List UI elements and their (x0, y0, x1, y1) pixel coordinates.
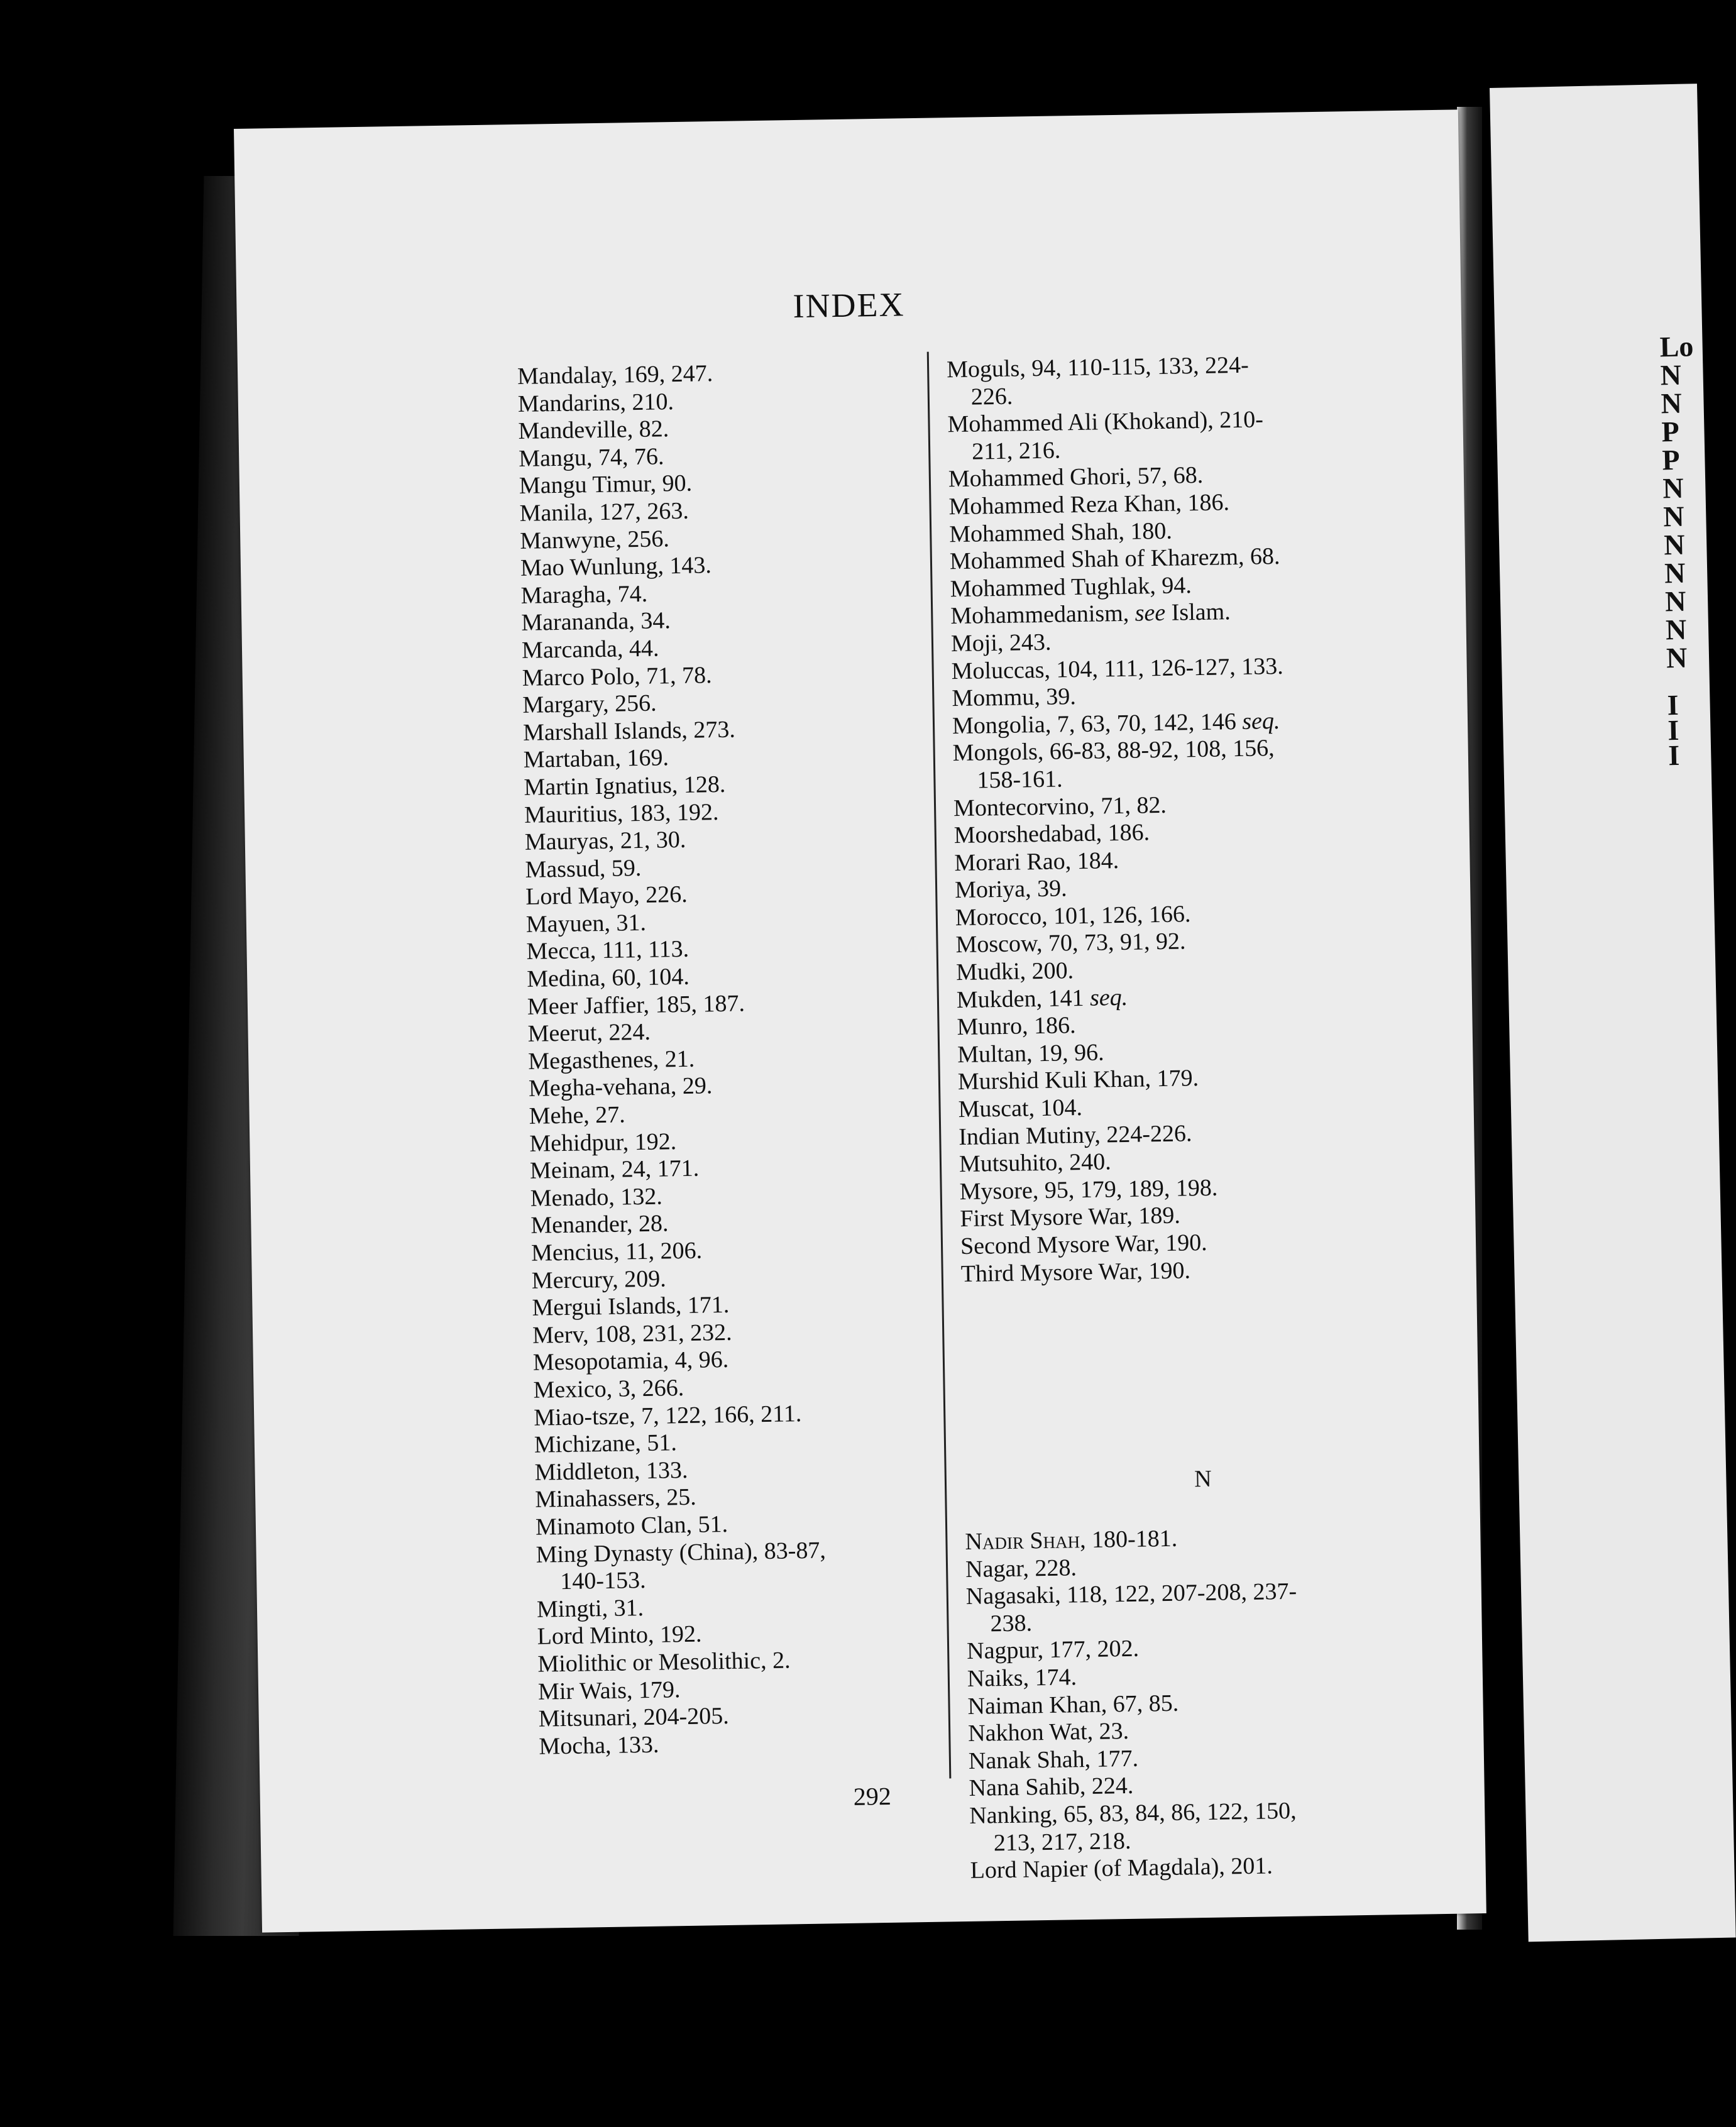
index-entry: Moluccas, 104, 111, 126-127, 133. (951, 652, 1284, 684)
facing-page-text-fragment: I (1667, 713, 1679, 747)
index-entry: Mohammed Shah, 180. (948, 517, 1173, 547)
index-entry: Middleton, 133. (534, 1456, 688, 1486)
index-entry: Megha-vehana, 29. (528, 1072, 713, 1102)
index-column-right (947, 349, 1439, 1288)
facing-page-text-fragment: N (1662, 471, 1684, 505)
index-entry: Morari Rao, 184. (954, 847, 1119, 876)
index-entry: Montecorvino, 71, 82. (953, 791, 1167, 822)
index-entry: First Mysore War, 189. (960, 1202, 1181, 1233)
index-entry: Morocco, 101, 126, 166. (955, 901, 1191, 931)
index-entry: Moscow, 70, 73, 91, 92. (955, 928, 1186, 959)
index-entry: Mandeville, 82. (518, 415, 669, 445)
index-entry: Miolithic or Mesolithic, 2. (537, 1647, 791, 1678)
index-entry: Third Mysore War, 190. (960, 1256, 1191, 1287)
index-page (234, 109, 1486, 1932)
index-entry: Mauryas, 21, 30. (524, 826, 686, 855)
index-entry: Moorshedabad, 186. (953, 819, 1150, 849)
index-entry: Mingti, 31. (536, 1594, 644, 1623)
index-entry: Mudki, 200. (955, 957, 1074, 986)
index-entry: Muscat, 104. (958, 1094, 1083, 1123)
facing-page-text-fragment: N (1666, 641, 1688, 674)
index-entry: Nadir Shah, 180-181. (965, 1525, 1178, 1555)
index-entry: Mongols, 66-83, 88-92, 108, 156, (952, 735, 1275, 767)
index-entry: Manila, 127, 263. (519, 497, 689, 527)
index-entry: Mencius, 11, 206. (530, 1237, 703, 1267)
index-entry: Ming Dynasty (China), 83-87, (536, 1537, 827, 1568)
facing-page-text-fragment: P (1661, 415, 1680, 448)
index-entry: Mukden, 141 seq. (956, 984, 1128, 1013)
page-title: INDEX (793, 285, 905, 326)
index-entry: Moji, 243. (950, 629, 1052, 657)
index-entry: Naiks, 174. (967, 1664, 1077, 1692)
index-entry: 140-153. (560, 1567, 646, 1595)
section-letter-n: N (1194, 1465, 1212, 1493)
facing-page-text-fragment: I (1667, 739, 1680, 772)
index-column-right-n (965, 1521, 1448, 1885)
index-entry: Mohammedanism, see Islam. (950, 598, 1231, 630)
facing-page-text-fragment: N (1664, 556, 1686, 590)
index-entry: Mitsunari, 204-205. (538, 1703, 730, 1732)
facing-page-text-fragment: N (1665, 613, 1687, 646)
index-entry: Marco Polo, 71, 78. (522, 661, 712, 691)
index-entry: Mir Wais, 179. (537, 1676, 681, 1705)
index-entry: Mysore, 95, 179, 189, 198. (959, 1174, 1218, 1205)
index-entry: Moriya, 39. (954, 875, 1067, 904)
index-entry: Mesopotamia, 4, 96. (532, 1346, 729, 1377)
index-entry: Munro, 186. (957, 1012, 1076, 1041)
index-entry: Mohammed Ghori, 57, 68. (948, 462, 1204, 493)
index-entry: Miao-tsze, 7, 122, 166, 211. (533, 1400, 802, 1431)
index-entry: Mangu, 74, 76. (518, 443, 664, 472)
index-entry: Marananda, 34. (521, 607, 671, 637)
facing-page-text-fragment: N (1660, 358, 1682, 392)
index-entry: Meer Jaffier, 185, 187. (527, 990, 745, 1020)
index-entry: Nanking, 65, 83, 84, 86, 122, 150, (969, 1797, 1297, 1829)
index-entry: Mohammed Tughlak, 94. (950, 571, 1192, 602)
index-entry: Naiman Khan, 67, 85. (967, 1690, 1179, 1720)
index-entry: Lord Napier (of Magdala), 201. (970, 1852, 1273, 1884)
facing-page-text-fragment: N (1662, 500, 1685, 533)
facing-page-text-fragment: N (1663, 528, 1686, 561)
index-entry: Mecca, 111, 113. (526, 936, 689, 965)
index-entry: Manwyne, 256. (520, 525, 670, 554)
facing-page-text-fragment: Lo (1659, 330, 1694, 363)
facing-page-text-fragment: N (1664, 585, 1686, 618)
index-entry: Mocha, 133. (539, 1731, 659, 1760)
index-entry: Mergui Islands, 171. (532, 1292, 730, 1321)
page-number: 292 (853, 1781, 892, 1811)
index-entry: Martin Ignatius, 128. (524, 771, 726, 801)
index-entry: Multan, 19, 96. (957, 1039, 1104, 1068)
index-entry: Mehe, 27. (529, 1101, 626, 1129)
index-entry: Mayuen, 31. (525, 909, 647, 938)
index-entry: Meinam, 24, 171. (529, 1155, 700, 1185)
index-entry: Menander, 28. (530, 1210, 669, 1239)
index-entry: 238. (990, 1610, 1033, 1637)
index-entry: Mauritius, 183, 192. (524, 798, 719, 828)
index-entry: Mandalay, 169, 247. (517, 360, 713, 390)
index-entry: Marcanda, 44. (521, 635, 659, 664)
index-entry: Menado, 132. (530, 1183, 663, 1212)
index-entry: Lord Mayo, 226. (525, 881, 688, 911)
index-entry: Moguls, 94, 110-115, 133, 224- (946, 351, 1250, 383)
index-entry: 226. (970, 383, 1013, 410)
index-entry: Mandarins, 210. (517, 388, 674, 417)
index-entry: Medina, 60, 104. (526, 963, 690, 992)
index-entry: Nakhon Wat, 23. (967, 1718, 1129, 1747)
index-entry: Mao Wunlung, 143. (520, 552, 712, 582)
index-entry: Nagpur, 177, 202. (966, 1635, 1140, 1665)
index-entry: Merv, 108, 231, 232. (532, 1319, 732, 1349)
index-entry: Nana Sahib, 224. (969, 1772, 1134, 1802)
index-entry: Mohammed Reza Khan, 186. (948, 489, 1230, 520)
facing-page-fragment (1490, 84, 1736, 1942)
index-entry: Mehidpur, 192. (529, 1128, 677, 1157)
index-entry: Lord Minto, 192. (537, 1620, 702, 1651)
index-entry: 158-161. (977, 766, 1063, 794)
index-entry: Mercury, 209. (531, 1265, 667, 1294)
index-entry: Nanak Shah, 177. (968, 1745, 1139, 1774)
index-entry: Marshall Islands, 273. (522, 716, 736, 746)
index-entry: Massud, 59. (525, 854, 642, 883)
index-entry: Nagasaki, 118, 122, 207-208, 237- (965, 1578, 1297, 1610)
index-entry: Maragha, 74. (520, 580, 648, 609)
facing-page-text-fragment: I (1667, 688, 1679, 722)
index-entry: Martaban, 169. (523, 744, 669, 774)
index-entry: Mangu Timur, 90. (519, 470, 693, 500)
index-entry: Mohammed Shah of Kharezm, 68. (949, 543, 1280, 575)
index-entry: Second Mysore War, 190. (960, 1229, 1207, 1260)
index-entry: Murshid Kuli Khan, 179. (957, 1065, 1199, 1096)
index-entry: 213, 217, 218. (993, 1827, 1131, 1856)
index-column-left (517, 356, 1017, 1761)
index-entry: Mutsuhito, 240. (959, 1148, 1112, 1178)
index-entry: Minamoto Clan, 51. (535, 1510, 728, 1541)
index-entry: Indian Mutiny, 224-226. (959, 1119, 1192, 1150)
index-entry: Mommu, 39. (952, 683, 1077, 712)
index-entry: Margary, 256. (522, 690, 657, 719)
index-entry: Mongolia, 7, 63, 70, 142, 146 seq. (952, 707, 1280, 739)
index-entry: Mohammed Ali (Khokand), 210- (947, 406, 1264, 438)
index-entry: Nagar, 228. (965, 1554, 1077, 1583)
index-entry: Megasthenes, 21. (528, 1045, 695, 1075)
facing-page-text-fragment: N (1661, 387, 1683, 420)
index-entry: Minahassers, 25. (534, 1484, 697, 1514)
facing-page-text-fragment: P (1661, 443, 1681, 476)
index-entry: Meerut, 224. (527, 1019, 651, 1048)
index-entry: Michizane, 51. (534, 1429, 678, 1458)
index-entry: 211, 216. (971, 437, 1061, 465)
index-entry: Mexico, 3, 266. (533, 1374, 684, 1404)
